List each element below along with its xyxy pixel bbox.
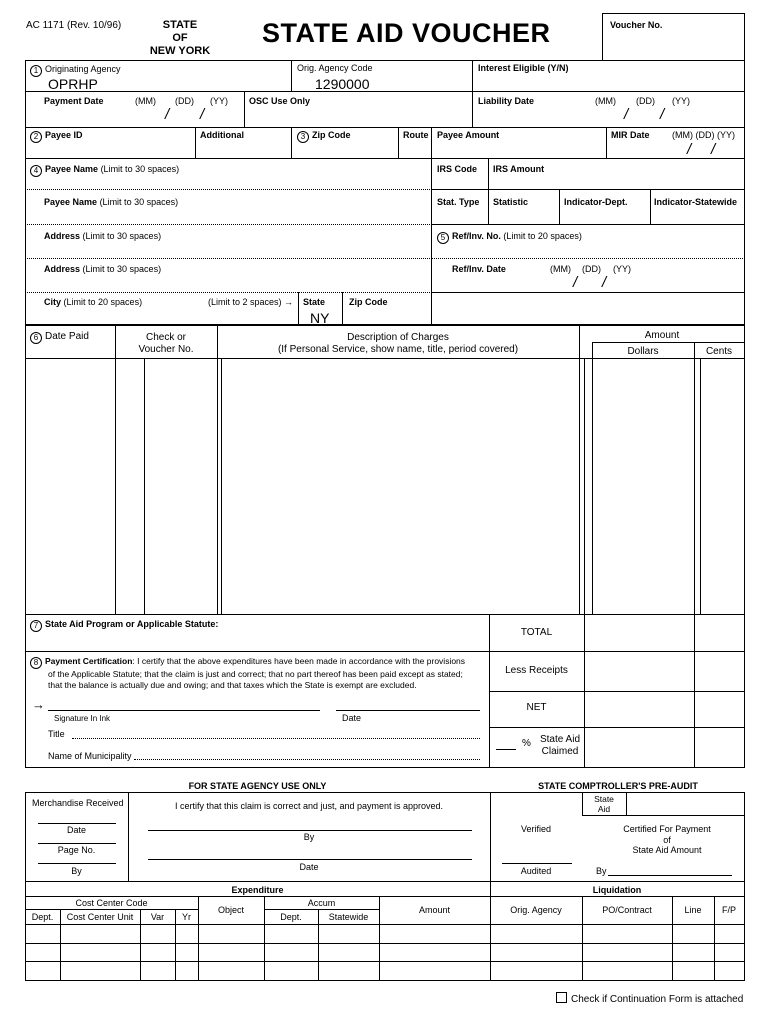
divider (488, 158, 489, 189)
row-line (25, 158, 745, 159)
divider (431, 127, 432, 158)
agency-by-label: By (303, 832, 315, 842)
ref-inv-date-label: Ref/Inv. Date (452, 264, 506, 274)
page-title: STATE AID VOUCHER (262, 18, 551, 48)
yr-header: Yr (182, 912, 191, 922)
divider (244, 91, 245, 127)
expenditure-amount-header: Amount (418, 905, 451, 915)
description-header (217, 332, 579, 356)
address2-wrap (44, 264, 161, 274)
row-line (431, 292, 745, 293)
city-limit: (Limit to 20 spaces) (63, 297, 143, 307)
address-wrap (44, 231, 161, 241)
check-label-1: Check or (145, 332, 186, 343)
voucher-box-top (602, 13, 744, 14)
totals-amount-fields[interactable] (586, 616, 742, 764)
divider (291, 60, 292, 91)
signature-arrow-icon: → (32, 697, 45, 712)
address2-label: Address (44, 264, 81, 274)
certified-2: of (663, 834, 671, 845)
statute-wrap (30, 619, 218, 632)
ref-yy: (YY) (613, 264, 631, 274)
state-aid-box (582, 794, 626, 814)
certification-text1: : I certify that the above expenditures have been made in accordance with the provisions (132, 656, 466, 666)
divider (398, 127, 399, 158)
circle-number-4: 4 (30, 165, 42, 177)
voucher-no-field[interactable] (606, 32, 740, 54)
indicator-dept-label: Indicator-Dept. (564, 197, 628, 207)
form-border-right-top (744, 60, 745, 324)
zip-code-label-2: Zip Code (349, 297, 388, 307)
row-line (431, 189, 745, 190)
divider (298, 292, 299, 324)
charges-bottom-line (25, 614, 745, 615)
divider (606, 127, 607, 158)
orig-agency-header: Orig. Agency (510, 905, 562, 915)
merch-by-line[interactable] (38, 863, 116, 864)
dotted-line (25, 292, 432, 293)
certification-title: Payment Certification (45, 656, 133, 666)
cents-header: Cents (705, 346, 733, 357)
page-no-label: Page No. (57, 845, 96, 855)
stat-type-label: Stat. Type (437, 197, 480, 207)
row-line (25, 127, 745, 128)
expenditure-header: Expenditure (231, 885, 284, 895)
verified-label: Verified (520, 824, 552, 834)
liquidation-header: Liquidation (592, 885, 642, 895)
state-line1: STATE (162, 19, 198, 31)
payment-date-field[interactable] (40, 106, 240, 124)
ref-inv-label: Ref/Inv. No. (452, 231, 501, 241)
circle-number-7: 7 (30, 620, 42, 632)
ref-slash-2: / (602, 274, 607, 291)
var-header: Var (150, 912, 165, 922)
payment-date-label: Payment Date (44, 96, 104, 106)
payee-divider (431, 158, 432, 324)
state-aid-claimed-2: Claimed (541, 746, 579, 757)
divider (472, 60, 473, 91)
address-limit: (Limit to 30 spaces) (82, 231, 162, 241)
form-border-right-mid (744, 324, 745, 767)
circle-number-5: 5 (437, 232, 449, 244)
net-label: NET (526, 702, 547, 713)
bottom-section-top (25, 792, 745, 793)
orig-agency-value[interactable]: OPRHP (48, 76, 98, 92)
audited-line[interactable] (502, 863, 572, 864)
payment-slash-1: / (165, 106, 170, 123)
agency-date-line[interactable] (148, 859, 472, 860)
check-label-2: Voucher No. (138, 344, 194, 355)
payee-id-label-wrap (30, 130, 83, 143)
state-aid-line (582, 815, 744, 816)
row-line (431, 224, 745, 225)
state-aid-2: Aid (597, 804, 611, 814)
liability-mm: (MM) (595, 96, 616, 106)
signature-label: Signature In Ink (54, 714, 111, 723)
voucher-box-right (744, 13, 745, 60)
liability-slash-1: / (624, 106, 629, 123)
agency-by-line[interactable] (148, 830, 472, 831)
payment-yy: (YY) (210, 96, 228, 106)
coding-entry-rows[interactable] (26, 925, 744, 979)
address-label: Address (44, 231, 81, 241)
agency-date-label: Date (299, 862, 319, 872)
certified-3: State Aid Amount (632, 845, 702, 855)
row-line (25, 91, 745, 92)
form-bottom-line (25, 767, 745, 768)
total-label: TOTAL (520, 627, 553, 638)
merchandise-label: Merchandise Received (32, 798, 124, 808)
accum-subline (264, 909, 379, 910)
ref-inv-wrap (437, 231, 582, 244)
state-aid-1: State (594, 794, 614, 804)
date-line[interactable] (336, 710, 480, 711)
audited-label: Audited (520, 866, 552, 876)
agency-use-header: FOR STATE AGENCY USE ONLY (188, 781, 327, 791)
dotted-line (25, 224, 432, 225)
statute-label: State Aid Program or Applicable Statute: (45, 619, 219, 629)
voucher-box-left (602, 13, 603, 60)
payee-name2-wrap (44, 197, 178, 207)
ref-mm: (MM) (550, 264, 571, 274)
additional-label: Additional (200, 130, 244, 140)
agency-certify-text: I certify that this claim is correct and just, and payment is approved. (174, 801, 444, 811)
certification-text3: that the balance is actually due and owing; and that taxes which the State is exempt are excluded. (48, 680, 417, 690)
municipality-label: Name of Municipality (48, 751, 132, 761)
divider (488, 189, 489, 224)
ref-inv-limit: (Limit to 20 spaces) (503, 231, 582, 241)
payee-id-label: Payee ID (45, 130, 83, 140)
payment-slash-2: / (200, 106, 205, 123)
merch-date-label: Date (66, 825, 86, 835)
desc-label-1: Description of Charges (347, 332, 449, 343)
municipality-line[interactable] (134, 759, 480, 760)
desc-label-2: (If Personal Service, show name, title, period covered) (277, 344, 519, 355)
indicator-statewide-label: Indicator-Statewide (654, 197, 738, 207)
less-receipts-label: Less Receipts (505, 665, 568, 676)
accum-header: Accum (307, 898, 336, 908)
orig-code-label: Orig. Agency Code (297, 63, 373, 73)
liability-date-field[interactable] (585, 106, 735, 124)
title-label: Title (48, 729, 65, 739)
zip-code-label: Zip Code (312, 130, 351, 140)
dept-header: Dept. (31, 912, 54, 922)
divider (291, 127, 292, 158)
date-paid-wrap (30, 331, 89, 344)
dollars-header: Dollars (627, 346, 659, 357)
circle-number-2: 2 (30, 131, 42, 143)
mir-slash-1: / (687, 141, 692, 158)
certification-text (30, 656, 465, 691)
continuation-check[interactable] (556, 992, 743, 1005)
liability-slash-2: / (660, 106, 665, 123)
signature-line[interactable] (48, 710, 320, 711)
cost-center-code-header: Cost Center Code (75, 898, 148, 908)
ref-dd: (DD) (582, 264, 601, 274)
row-line (25, 881, 745, 882)
limit-2-spaces: (Limit to 2 spaces) → (208, 297, 294, 307)
divider (626, 792, 627, 816)
route-label: Route (403, 130, 429, 140)
charges-entry-area[interactable] (26, 360, 744, 612)
payee-name-limit: (Limit to 30 spaces) (100, 164, 180, 174)
certified-payment-text (592, 824, 742, 856)
pct-sign: % (522, 738, 531, 749)
dotted-line (25, 189, 432, 190)
preaudit-header: STATE COMPTROLLER'S PRE-AUDIT (538, 781, 698, 791)
liability-dd: (DD) (636, 96, 655, 106)
line-header: Line (684, 905, 702, 915)
certification-text2: of the Applicable Statute; that the claim is just and correct; that no part thereof has been paid except as stated; (48, 669, 463, 679)
continuation-label: Check if Continuation Form is attached (571, 994, 744, 1005)
liability-yy: (YY) (672, 96, 690, 106)
payee-name-label-wrap (30, 164, 179, 177)
zip-code-label-wrap (297, 130, 351, 143)
cost-center-subline (25, 909, 198, 910)
payment-mm: (MM) (135, 96, 156, 106)
circle-number-1: 1 (30, 65, 42, 77)
state-aid-claimed (536, 734, 584, 758)
divider (472, 91, 473, 127)
city-wrap (44, 297, 142, 307)
payee-name2-label: Payee Name (44, 197, 98, 207)
divider (650, 189, 651, 224)
irs-amount-label: IRS Amount (493, 164, 545, 174)
circle-number-8: 8 (30, 657, 42, 669)
voucher-no-label: Voucher No. (610, 20, 663, 30)
interest-eligible-label: Interest Eligible (Y/N) (478, 63, 569, 73)
state-label: State (303, 297, 326, 307)
payee-name-label: Payee Name (45, 164, 99, 174)
preaudit-by-line[interactable] (608, 875, 732, 876)
totals-divider-2 (584, 614, 585, 767)
pct-line (496, 749, 516, 750)
state-value[interactable]: NY (310, 310, 330, 326)
ref-slash-1: / (573, 274, 578, 291)
title-line[interactable] (72, 738, 480, 739)
charges-header-line (25, 358, 745, 359)
state-line2: OF (172, 32, 188, 44)
circle-number-3: 3 (297, 131, 309, 143)
divider (559, 189, 560, 224)
liability-date-label: Liability Date (478, 96, 535, 106)
accum-dept-header: Dept. (280, 912, 302, 922)
osc-use-only-label: OSC Use Only (249, 96, 311, 106)
amount-subline (592, 342, 744, 343)
form-id: AC 1171 (Rev. 10/96) (26, 20, 122, 31)
statistic-label: Statistic (493, 197, 529, 207)
form-border-left-top (25, 60, 26, 324)
page-no-line[interactable] (38, 843, 116, 844)
orig-agency-label: Originating Agency (45, 64, 121, 74)
statewide-header: Statewide (328, 912, 369, 922)
mir-date-label: MIR Date (611, 130, 650, 140)
payee-name2-limit: (Limit to 30 spaces) (99, 197, 179, 207)
check-voucher-header (115, 332, 217, 356)
fp-header: F/P (721, 905, 736, 915)
date-paid-label: Date Paid (45, 331, 89, 342)
row-line (25, 980, 745, 981)
charges-top-border (25, 324, 745, 326)
row-line (25, 896, 745, 897)
payee-amount-label: Payee Amount (437, 130, 500, 140)
irs-code-label: IRS Code (437, 164, 478, 174)
state-of-new-york (145, 19, 215, 58)
checkbox-icon[interactable] (556, 992, 567, 1003)
divider (195, 127, 196, 158)
payment-dd: (DD) (175, 96, 194, 106)
divider (342, 292, 343, 324)
address2-limit: (Limit to 30 spaces) (82, 264, 162, 274)
dotted-line (431, 258, 745, 259)
mir-date-format: (MM) (DD) (YY) (672, 130, 735, 140)
cost-center-unit-header: Cost Center Unit (66, 912, 134, 922)
dotted-line (25, 258, 432, 259)
mir-slash-2: / (711, 141, 716, 158)
city-label: City (44, 297, 62, 307)
cert-date-label: Date (342, 713, 362, 723)
preaudit-by-label: By (596, 866, 607, 876)
state-line3: NEW YORK (149, 45, 211, 57)
orig-code-value[interactable]: 1290000 (315, 76, 370, 92)
amount-header: Amount (644, 330, 680, 341)
state-aid-claimed-1: State Aid (539, 734, 581, 745)
merch-date-line[interactable] (38, 823, 116, 824)
merch-by-label: By (71, 866, 82, 876)
bottom-right-border (744, 792, 745, 980)
form-border-top (25, 60, 745, 61)
certified-1: Certified For Payment (623, 824, 711, 834)
po-contract-header: PO/Contract (602, 905, 652, 915)
object-header: Object (217, 905, 244, 915)
circle-number-6: 6 (30, 332, 42, 344)
